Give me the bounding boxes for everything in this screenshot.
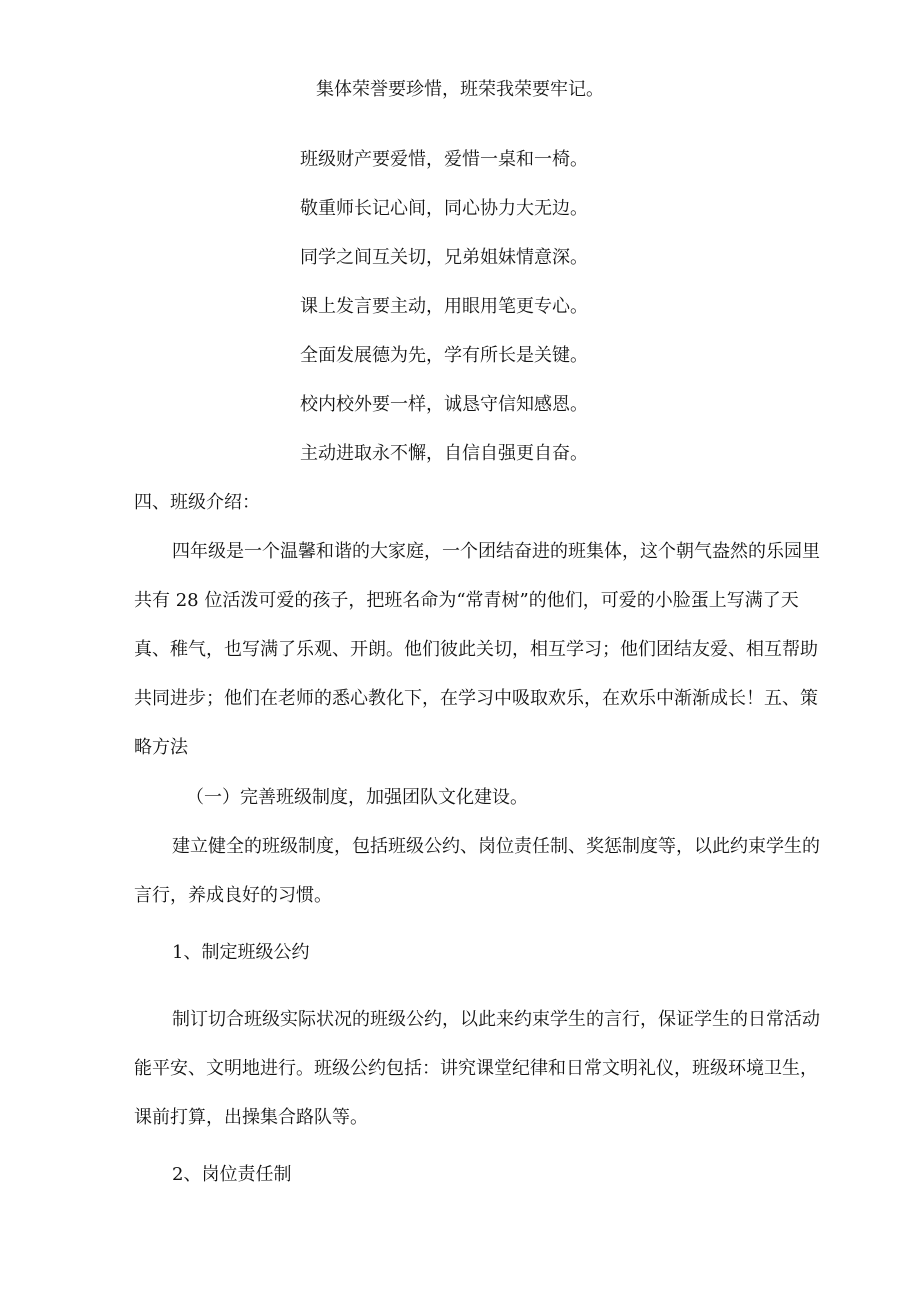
paragraph-line: 课前打算，出操集合路队等。 (134, 1107, 368, 1128)
paragraph-line: 能平安、文明地进行。班级公约包括：讲究课堂纪律和日常文明礼仪，班级环境卫生， (134, 1058, 818, 1079)
paragraph-line: 言行，养成良好的习惯。 (134, 885, 332, 906)
verse-line: 同学之间互关切，兄弟姐妹情意深。 (300, 247, 588, 268)
subsection-heading: （一）完善班级制度，加强团队文化建设。 (186, 787, 528, 808)
verse-line: 主动进取永不懈，自信自强更自奋。 (300, 443, 588, 464)
paragraph-line: 四年级是一个温馨和谐的大家庭，一个团结奋进的班集体，这个朝气盎然的乐园里 (172, 541, 820, 562)
section-heading-class-intro: 四、班级介绍： (134, 492, 260, 513)
item-heading: 1、制定班级公约 (172, 942, 310, 963)
paragraph-line: 制订切合班级实际状况的班级公约，以此来约束学生的言行，保证学生的日常活动 (172, 1009, 820, 1030)
verse-line: 校内校外要一样，诚恳守信知感恩。 (300, 394, 588, 415)
verse-title: 集体荣誉要珍惜，班荣我荣要牢记。 (316, 79, 604, 100)
paragraph-line: 真、稚气，也写满了乐观、开朗。他们彼此关切，相互学习；他们团结友爱、相互帮助 (134, 639, 818, 660)
item-heading: 2、岗位责任制 (172, 1164, 292, 1185)
verse-line: 班级财产要爱惜，爱惜一桌和一椅。 (300, 149, 588, 170)
paragraph-line: 建立健全的班级制度，包括班级公约、岗位责任制、奖惩制度等，以此约束学生的 (172, 836, 820, 857)
verse-line: 课上发言要主动，用眼用笔更专心。 (300, 296, 588, 317)
verse-line: 敬重师长记心间，同心协力大无边。 (300, 198, 588, 219)
paragraph-line: 略方法 (134, 737, 188, 758)
paragraph-line: 共有 28 位活泼可爱的孩子，把班名命为“常青树”的他们，可爱的小脸蛋上写满了天 (134, 590, 799, 611)
verse-line: 全面发展德为先，学有所长是关键。 (300, 345, 588, 366)
paragraph-line: 共同进步；他们在老师的悉心教化下，在学习中吸取欢乐，在欢乐中渐渐成长！五、策 (134, 688, 818, 709)
